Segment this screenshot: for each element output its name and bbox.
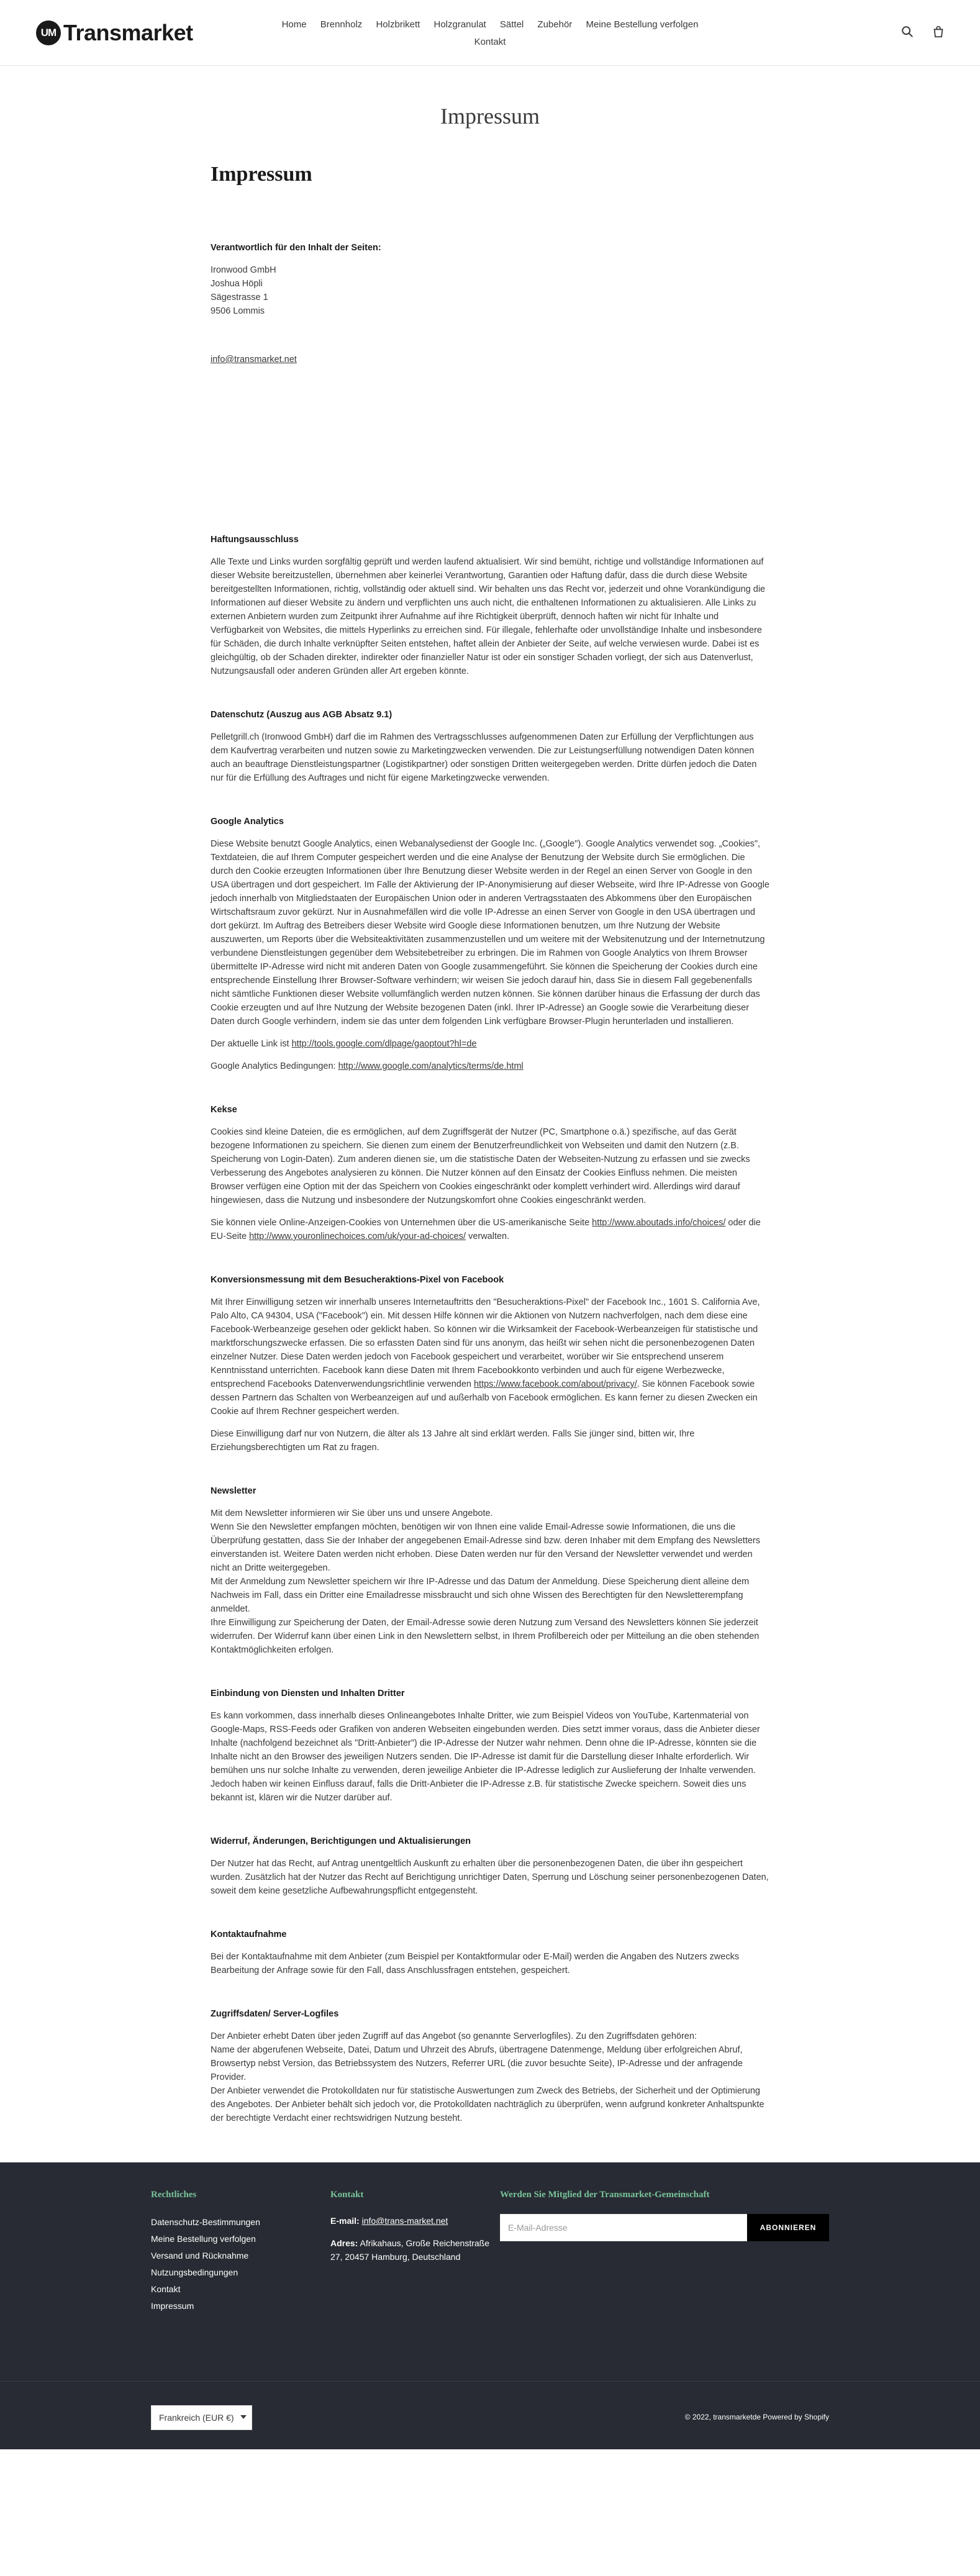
currency-value: Frankreich (EUR €) bbox=[159, 2413, 234, 2423]
section-title: Datenschutz (Auszug aus AGB Absatz 9.1) bbox=[211, 710, 392, 720]
nav-item-brennholz[interactable]: Brennholz bbox=[320, 19, 363, 30]
optout-prefix: Der aktuelle Link ist bbox=[211, 1039, 289, 1049]
aboutads-link[interactable]: http://www.aboutads.info/choices/ bbox=[592, 1218, 726, 1228]
footer-email-line bbox=[330, 2214, 492, 2228]
copyright: © 2022, transmarketde Powered by Shopify bbox=[684, 2413, 829, 2421]
footer-address-line bbox=[330, 2236, 492, 2264]
site-footer bbox=[0, 2162, 980, 2381]
main-content bbox=[211, 129, 769, 2125]
footer-legal bbox=[151, 2190, 312, 2315]
footer-link-nutzung[interactable]: Nutzungsbedingungen bbox=[151, 2267, 238, 2277]
section-text: Pelletgrill.ch (Ironwood GmbH) darf die im Rahmen des Vertragsschlusses aufgenommenen Daten zur Erfüllung der Verpflichtungen aus dem Kaufvertrag verarbeiten und nutzen sowie zu Marketingzwecken verwenden. Die zur Leistungserfüllung notwendigen Daten können auch an beauftrage Dienstleistungspartner (Logistikpartner) oder sonstigen Dritten weitergegeben werden. Dritte dürfen jedoch die Daten nur für die Erfüllung des Auftrages und nicht für eigene Marketingzwecke verwenden. bbox=[211, 732, 757, 783]
section-newsletter bbox=[211, 1484, 769, 1657]
footer-link-bestellung[interactable]: Meine Bestellung verfolgen bbox=[151, 2234, 256, 2244]
logo-text: Transmarket bbox=[63, 20, 193, 45]
footer-contact bbox=[330, 2190, 492, 2272]
section-title: Einbindung von Diensten und Inhalten Dritter bbox=[211, 1689, 405, 1698]
address-line: 9506 Lommis bbox=[211, 306, 265, 316]
section-kekse bbox=[211, 1103, 769, 1243]
page-title: Impressum bbox=[440, 104, 540, 129]
section-title: Konversionsmessung mit dem Besucheraktions-Pixel von Facebook bbox=[211, 1275, 504, 1285]
header-icons bbox=[901, 25, 945, 39]
section-text: Mit dem Newsletter informieren wir Sie über uns und unsere Angebote. Wenn Sie den Newsletter empfangen möchten, benötigen wir von Ihnen eine valide Email-Adresse sowie Informationen, die uns die Überprüfung gestatten, dass Sie der Inhaber der angegebenen Email-Adresse sind bzw. deren Inhaber mit dem Empfang des Newsletters einverstanden ist. Weitere Daten werden nicht erhoben. Diese Daten werden nur für den Versand der Newsletter verwendet und werden nicht an Dritte weitergegeben. Mit der Anmeldung zum Newsletter speichern wir Ihre IP-Adresse und das Datum der Anmeldung. Diese Speicherung dient alleine dem Nachweis im Fall, dass ein Dritter eine Emailadresse missbraucht und sich ohne Wissen des Berechtigten für den Newsletterempfang anmeldet. Ihre Einwilligung zur Speicherung der Daten, der Email-Adresse sowie deren Nutzung zum Versand des Newsletters können Sie jederzeit widerrufen. Der Widerruf kann über einen Link in den Newslettern selbst, in Ihrem Profilbereich oder per Mitteilung an die oben stehenden Kontaktmöglichkeiten erfolgen. bbox=[211, 1508, 761, 1655]
section-kontaktaufnahme bbox=[211, 1928, 769, 1977]
text-fragment: . Sie können Facebook sowie dessen Partnern das Schalten von Werbeanzeigen auf und außerhalb von Facebook ermöglichen. Es kann ferner zu diesen Zwecken ein Cookie auf Ihrem Rechner gespeichert werden. bbox=[211, 1379, 758, 1417]
content-heading: Impressum bbox=[211, 163, 312, 186]
address-line: Joshua Höpli bbox=[211, 279, 263, 289]
nav-item-holzbrikett[interactable]: Holzbrikett bbox=[376, 19, 420, 30]
section-analytics bbox=[211, 815, 769, 1073]
text-fragment: Mit Ihrer Einwilligung setzen wir innerhalb unseres Internetauftritts den "Besucheraktions-Pixel" der Facebook Inc., 1601 S. California Ave, Palo Alto, CA 94304, USA ("Facebook") ein. Mit dessen Hilfe können wir die Aktionen von Nutzern nachverfolgen, nach dem diese eine Facebook-Werbeanzeige gesehen oder geklickt haben. So können wir die Wirksamkeit der Facebook-Werbeanzeigen für statistische und marktforschungszwecke erfassen. Die so erfassten Daten sind für uns anonym, das heißt wir sehen nicht die personenbezogenen Daten einzelner Nutzer. Diese Daten werden jedoch von Facebook gespeichert und verarbeitet, worüber wir Sie entsprechend unserem Kenntnisstand unterrichten. Facebook kann diese Daten mit Ihrem Facebookkonto verbinden und auch für eigene Werbezwecke, entsprechend Facebooks Datenverwendungsrichtlinie verwenden bbox=[211, 1297, 760, 1389]
footer-link-impressum[interactable]: Impressum bbox=[151, 2301, 194, 2311]
optout-line bbox=[211, 1037, 769, 1051]
spacer bbox=[211, 396, 769, 533]
currency-selector[interactable] bbox=[151, 2405, 252, 2430]
site-header bbox=[0, 0, 980, 66]
footer-link-datenschutz[interactable]: Datenschutz-Bestimmungen bbox=[151, 2217, 260, 2227]
subscribe-button[interactable]: ABONNIEREN bbox=[747, 2214, 829, 2241]
section-text bbox=[211, 1216, 769, 1243]
terms-prefix: Google Analytics Bedingungen: bbox=[211, 1061, 336, 1071]
section-text: Bei der Kontaktaufnahme mit dem Anbieter (zum Beispiel per Kontaktformular oder E-Mail) werden die Angaben des Nutzers zwecks Bearbeitung der Anfrage sowie für den Fall, dass Anschlussfragen entstehen, gespeichert. bbox=[211, 1952, 740, 1975]
nav-item-kontakt[interactable]: Kontakt bbox=[474, 37, 506, 47]
logo-mark: UM bbox=[36, 20, 61, 45]
youronlinechoices-link[interactable]: http://www.youronlinechoices.com/uk/your-ad-choices/ bbox=[249, 1231, 466, 1241]
section-title: Zugriffsdaten/ Server-Logfiles bbox=[211, 2009, 339, 2019]
nav-item-zubehoer[interactable]: Zubehör bbox=[537, 19, 573, 30]
footer-link-versand[interactable]: Versand und Rücknahme bbox=[151, 2251, 249, 2261]
section-widerruf bbox=[211, 1834, 769, 1898]
section-haftung bbox=[211, 533, 769, 678]
section-title: Newsletter bbox=[211, 1486, 256, 1496]
chevron-down-icon bbox=[240, 2415, 247, 2419]
section-logfiles bbox=[211, 2007, 769, 2125]
nav-item-bestellung[interactable]: Meine Bestellung verfolgen bbox=[586, 19, 699, 30]
newsletter-email-input[interactable]: E-Mail-Adresse bbox=[500, 2214, 747, 2241]
nav-item-saettel[interactable]: Sättel bbox=[499, 19, 524, 30]
section-title: Kontaktaufnahme bbox=[211, 1930, 287, 1939]
cart-icon[interactable] bbox=[932, 25, 945, 39]
address-line: Sägestrasse 1 bbox=[211, 293, 268, 302]
search-icon[interactable] bbox=[901, 25, 914, 39]
footer-email-link[interactable]: info@trans-market.net bbox=[361, 2216, 448, 2226]
logo[interactable] bbox=[36, 20, 193, 46]
address-block bbox=[211, 263, 769, 318]
main-nav bbox=[261, 16, 719, 51]
facebook-privacy-link[interactable]: https://www.facebook.com/about/privacy/ bbox=[473, 1379, 637, 1389]
newsletter-form bbox=[500, 2214, 835, 2241]
section-text: Es kann vorkommen, dass innerhalb dieses Onlineangebotes Inhalte Dritter, wie zum Beispiel Videos von YouTube, Kartenmaterial von Google-Maps, RSS-Feeds oder Grafiken von anderen Webseiten eingebunden werden. Dies setzt immer voraus, dass die Anbieter dieser Inhalte (nachfolgend bezeichnet als "Dritt-Anbieter") die IP-Adresse der Nutzer wahr nehmen. Denn ohne die IP-Adresse, könnten sie die Inhalte nicht an den Browser des jeweiligen Nutzers senden. Die IP-Adresse ist damit für die Darstellung dieser Inhalte erforderlich. Wir bemühen uns nur solche Inhalte zu verwenden, deren jeweilige Anbieter die IP-Adresse lediglich zur Auslieferung der Inhalte verwenden. Jedoch haben wir keinen Einfluss darauf, falls die Dritt-Anbieter die IP-Adresse z.B. für statistische Zwecke speichern. Soweit dies uns bekannt ist, klären wir die Nutzer darüber auf. bbox=[211, 1711, 760, 1803]
section-title: Google Analytics bbox=[211, 817, 284, 827]
footer-legal-title: Rechtliches bbox=[151, 2190, 197, 2200]
text-fragment: Sie können viele Online-Anzeigen-Cookies von Unternehmen über die US-amerikanische Seite bbox=[211, 1218, 590, 1228]
section-text: Alle Texte und Links wurden sorgfältig geprüft und werden laufend aktualisiert. Wir sind bemüht, richtige und vollständige Informationen auf dieser Website bereitzustellen, übernehmen aber keinerlei Verantwortung, Garantien oder Haftung dafür, dass die durch diese Website bereitgestellten Informationen, richtig, vollständig oder aktuell sind. Wir behalten uns das Recht vor, jederzeit und ohne Vorankündigung die Informationen auf dieser Website zu ändern und verpflichten uns auch nicht, die enthaltenen Informationen zu aktualisieren. Alle Links zu externen Anbietern wurden zum Zeitpunkt ihrer Aufnahme auf ihre Richtigkeit überprüft, dennoch haften wir nicht für Inhalte und Verfügbarkeit von Websites, die mittels Hyperlinks zu erreichen sind. Für illegale, fehlerhafte oder unvollständige Inhalte und insbesondere für Schäden, die durch Inhalte verknüpfter Seiten entstehen, haftet allein der Anbieter der Seite, auf welche verwiesen wurde. Dabei ist es gleichgültig, ob der Schaden direkter, indirekter oder finanzieller Natur ist oder ein sonstiger Schaden vorliegt, der sich aus Datenverlust, Nutzungsausfall oder anderen Gründen aller Art ergeben könnte. bbox=[211, 557, 766, 676]
address-label: Adres: bbox=[330, 2238, 358, 2248]
section-text bbox=[211, 1295, 769, 1418]
section-datenschutz bbox=[211, 708, 769, 785]
text-fragment: verwalten. bbox=[468, 1231, 510, 1241]
section-text: Diese Einwilligung darf nur von Nutzern, die älter als 13 Jahre alt sind erklärt werden. Falls Sie jünger sind, bitten wir, Ihre Erziehungsberechtigten um Rat zu fragen. bbox=[211, 1429, 695, 1453]
footer-legal-links bbox=[151, 2214, 312, 2315]
email-label: E-mail: bbox=[330, 2216, 360, 2226]
nav-item-home[interactable]: Home bbox=[281, 19, 307, 30]
email-link[interactable]: info@transmarket.net bbox=[211, 355, 297, 365]
section-text: Der Nutzer hat das Recht, auf Antrag unentgeltlich Auskunft zu erhalten über die personenbezogenen Daten, die über ihn gespeichert wurden. Zusätzlich hat der Nutzer das Recht auf Berichtigung unrichtiger Daten, Sperrung und Löschung seiner personenbezogenen Daten, soweit dem keine gesetzliche Aufbewahrungspflicht entgegensteht. bbox=[211, 1859, 769, 1896]
footer-newsletter bbox=[500, 2190, 835, 2241]
section-einbindung bbox=[211, 1687, 769, 1805]
section-pixel bbox=[211, 1273, 769, 1454]
optout-link[interactable]: http://tools.google.com/dlpage/gaoptout?hl=de bbox=[291, 1039, 477, 1049]
section-title: Widerruf, Änderungen, Berichtigungen und Aktualisierungen bbox=[211, 1836, 471, 1846]
section-title: Kekse bbox=[211, 1105, 237, 1115]
address-line: Ironwood GmbH bbox=[211, 265, 276, 275]
nav-item-holzgranulat[interactable]: Holzgranulat bbox=[433, 19, 486, 30]
section-title: Haftungsausschluss bbox=[211, 535, 299, 545]
section-responsible bbox=[211, 241, 769, 366]
section-text: Der Anbieter erhebt Daten über jeden Zugriff auf das Angebot (so genannte Serverlogfiles). Zu den Zugriffsdaten gehören: Name der abgerufenen Webseite, Datei, Datum und Uhrzeit des Abrufs, übertragene Datenmenge, Meldung über erfolgreichen Abruf, Browsertyp nebst Version, das Betriebssystem des Nutzers, Referrer URL (die zuvor besuchte Seite), IP-Adresse und der anfragende Provider. Der Anbieter verwendet die Protokolldaten nur für statistische Auswertungen zum Zweck des Betriebs, der Sicherheit und der Optimierung des Angebotes. Der Anbieter behält sich jedoch vor, die Protokolldaten nachträglich zu überprüfen, wenn aufgrund konkreter Anhaltspunkte der berechtigte Verdacht einer rechtswidrigen Nutzung besteht. bbox=[211, 2031, 764, 2123]
terms-link[interactable]: http://www.google.com/analytics/terms/de.html bbox=[338, 1061, 524, 1071]
terms-line bbox=[211, 1059, 769, 1073]
footer-link-kontakt[interactable]: Kontakt bbox=[151, 2284, 181, 2294]
footer-newsletter-title: Werden Sie Mitglied der Transmarket-Gemeinschaft bbox=[500, 2190, 710, 2200]
footer-address: Afrikahaus, Große Reichenstraße 27, 20457 Hamburg, Deutschland bbox=[330, 2238, 490, 2262]
section-text: Diese Website benutzt Google Analytics, einen Webanalysedienst der Google Inc. („Google"). Google Analytics verwendet sog. „Cookies", Textdateien, die auf Ihrem Computer gespeichert werden und die eine Analyse der Benutzung der Website durch Sie ermöglichen. Die durch den Cookie erzeugten Informationen über Ihre Benutzung dieser Website werden in der Regel an einen Server von Google in den USA übertragen und dort gespeichert. Im Falle der Aktivierung der IP-Anonymisierung auf dieser Webseite, wird Ihre IP-Adresse von Google jedoch innerhalb von Mitgliedstaaten der Europäischen Union oder in anderen Vertragsstaaten des Abkommens über den Europäischen Wirtschaftsraum zuvor gekürzt. Nur in Ausnahmefällen wird die volle IP-Adresse an einen Server von Google in den USA übertragen und dort gekürzt. Im Auftrag des Betreibers dieser Website wird Google diese Informationen benutzen, um Ihre Nutzung der Website auszuwerten, um Reports über die Websiteaktivitäten zusammenzustellen und um weitere mit der Websitenutzung und der Internetnutzung verbundene Dienstleistungen gegenüber dem Websitebetreiber zu erbringen. Die im Rahmen von Google Analytics von Ihrem Browser übermittelte IP-Adresse wird nicht mit anderen Daten von Google zusammengeführt. Sie können die Speicherung der Cookies durch eine entsprechende Einstellung Ihrer Browser-Software verhindern; wir weisen Sie jedoch darauf hin, dass Sie in diesem Fall gegebenenfalls nicht sämtliche Funktionen dieser Website vollumfänglich werden nutzen können. Sie können darüber hinaus die Erfassung der durch das Cookie erzeugten und auf Ihre Nutzung der Website bezogenen Daten (inkl. Ihrer IP-Adresse) an Google sowie die Verarbeitung dieser Daten durch Google verhindern, indem sie das unter dem folgenden Link verfügbare Browser-Plugin herunterladen und installieren. bbox=[211, 839, 769, 1027]
footer-contact-title: Kontakt bbox=[330, 2190, 364, 2200]
section-text: Cookies sind kleine Dateien, die es ermöglichen, auf dem Zugriffsgerät der Nutzer (PC, Smartphone o.ä.) spezifische, auf das Gerät bezogene Informationen zu speichern. Sie dienen zum einem der Benutzerfreundlichkeit von Webseiten und damit den Nutzern (z.B. Speicherung von Login-Daten). Zum anderen dienen sie, um die statistische Daten der Webseiten-Nutzung zu erfassen und sie zwecks Verbesserung des Angebotes analysieren zu können. Die Nutzer können auf den Einsatz der Cookies Einfluss nehmen. Die meisten Browser verfügen eine Option mit der das Speichern von Cookies eingeschränkt oder komplett verhindert wird. Allerdings wird darauf hingewiesen, dass die Nutzung und insbesondere der Nutzungskomfort ohne Cookies eingeschränkt werden. bbox=[211, 1127, 750, 1205]
footer-bottom bbox=[0, 2381, 980, 2449]
text-fragment: oder die EU-Seite bbox=[211, 1218, 761, 1241]
section-title: Verantwortlich für den Inhalt der Seiten: bbox=[211, 243, 381, 253]
